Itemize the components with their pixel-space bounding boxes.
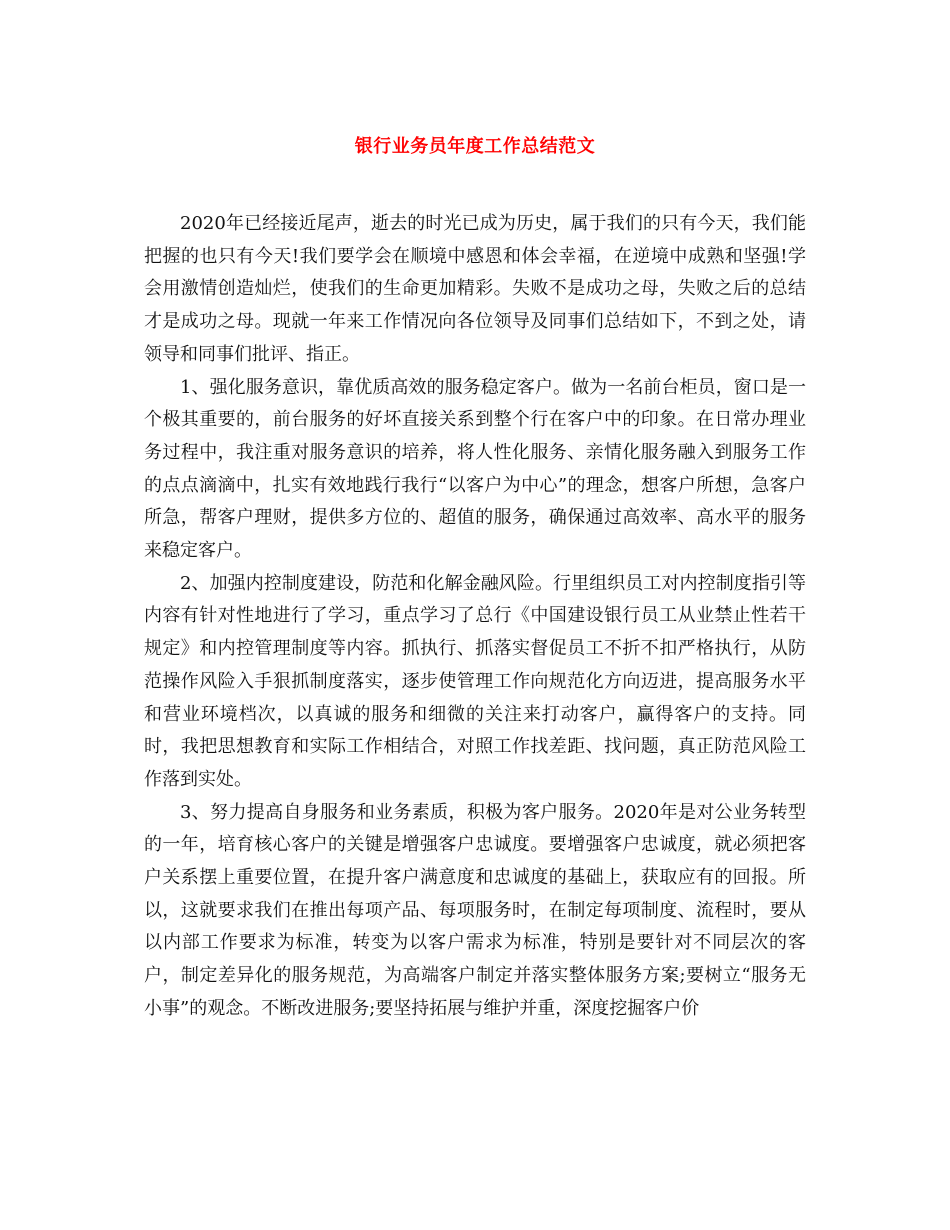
- paragraph-internal-control: 2、加强内控制度建设，防范和化解金融风险。行里组织员工对内控制度指引等内容有针对性地进行了学习，重点学习了总行《中国建设银行员工从业禁止性若干规定》和内控管理制度等内容。抓执行、抓落实督促员工不折不扣严格执行，从防范操作风险入手狠抓制度落实，逐步使管理工作向规范化方向迈进，提高服务水平和营业环境档次，以真诚的服务和细微的关注来打动客户，赢得客户的支持。同时，我把思想教育和实际工作相结合，对照工作找差距、找问题，真正防范风险工作落到实处。: [144, 572, 806, 790]
- paragraph-intro: 2020年已经接近尾声，逝去的时光已成为历史，属于我们的只有今天，我们能把握的也只有今天!我们要学会在顺境中感恩和体会幸福，在逆境中成熟和坚强!学会用激情创造灿烂，使我们的生命更加精彩。失败不是成功之母，失败之后的总结才是成功之母。现就一年来工作情况向各位领导及同事们总结如下，不到之处，请领导和同事们批评、指正。: [144, 213, 806, 365]
- paragraph-business-quality: 3、努力提高自身服务和业务素质，积极为客户服务。2020年是对公业务转型的一年，培育核心客户的关键是增强客户忠诚度。要增强客户忠诚度，就必须把客户关系摆上重要位置，在提升客户满意度和忠诚度的基础上，获取应有的回报。所以，这就要求我们在推出每项产品、每项服务时，在制定每项制度、流程时，要从以内部工作要求为标准，转变为以客户需求为标准，特别是要针对不同层次的客户，制定差异化的服务规范，为高端客户制定并落实整体服务方案;要树立“服务无小事”的观念。不断改进服务;要坚持拓展与维护并重，深度挖掘客户价: [144, 801, 806, 1019]
- paragraph-service-awareness: 1、强化服务意识，靠优质高效的服务稳定客户。做为一名前台柜员，窗口是一个极其重要的，前台服务的好坏直接关系到整个行在客户中的印象。在日常办理业务过程中，我注重对服务意识的培养，将人性化服务、亲情化服务融入到服务工作的点点滴滴中，扎实有效地践行我行“以客户为中心”的理念，想客户所想，急客户所急，帮客户理财，提供多方位的、超值的服务，确保通过高效率、高水平的服务来稳定客户。: [144, 376, 806, 562]
- document-body: [144, 208, 806, 1026]
- document-title: 银行业务员年度工作总结范文: [354, 136, 596, 157]
